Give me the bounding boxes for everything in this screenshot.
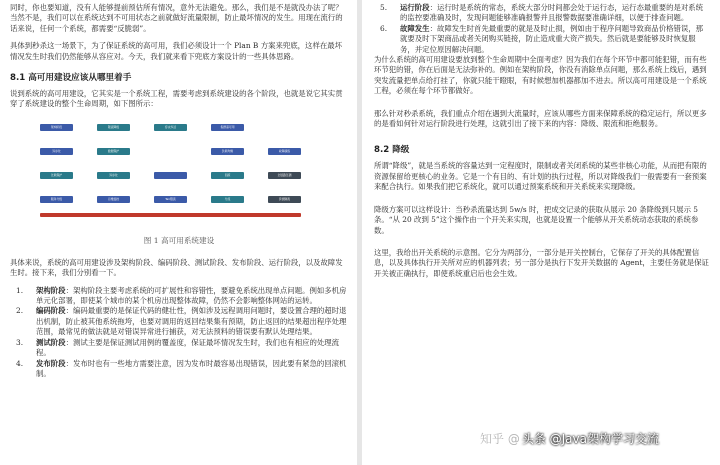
list-item: 5. 运行阶段：运行时是系统的常态，系统大部分时间都会处于运行态，运行态最重要的是对系统的监控要准确及时，发现问题能够准确报警并且报警数据要准确详细，以便于排查问题。 — [380, 3, 704, 23]
watermark-prefix: 知乎 @ — [480, 432, 520, 446]
why-paragraph: 为什么系统的高可用建设要放到整个生命周期中全面考虑？因为我们在每个环节中都可能犯错，而有些环节犯的错，你在后面是无法弥补的。例如在架构阶段，你没有消除单点问题，那么系统上线后，遇到突发流量把单点给打挂了，你就只能干瞪眼，有时候想加机器都加不进去。所以高可用建设是一个系统工程，必须在每个环节都做好。 — [374, 55, 707, 96]
diagram-node: 资源隔离 — [268, 196, 301, 203]
example-paragraph: 降级方案可以这样设计：当秒杀流量达到 5w/s 时，把成交记录的获取从展示 20 条降级到只展示 5 条。“从 20 改到 5”这个操作由一个开关来实现，也就是设置一个能够从开关系统动态获取的系统参数。 — [374, 204, 699, 235]
focus-paragraph: 那么针对秒杀系统，我们重点介绍在遇到大流量时，应该从哪些方面来保障系统的稳定运行，所以更多的是看如何针对运行阶段进行处理，这就引出了接下来的内容：降级、限流和拒绝服务。 — [374, 108, 707, 129]
switch-diagram-paragraph: 这里，我给出开关系统的示意图。它分为两部分，一部分是开关控制台，它保存了开关的具体配置信息，以及具体执行开关所对应的机器列表；另一部分是执行下发开关数据的 Agent，主要任务就是保证开关被正确执行，即使系统重启后也会生效。 — [374, 247, 709, 278]
diagram-node: 过载保护 — [40, 172, 73, 179]
diagram-node: 分流 — [211, 196, 244, 203]
list-item: 6. 故障发生：故障发生时首先最重要的就是及时止损，例如由于程序问题导致商品价格错误，那就要及时下架商品或者关闭购买链接，防止造成重大资产损失。然后就是要能够及时恢复服务，并定位原因解决问题。 — [380, 23, 704, 54]
document-page-right — [362, 0, 720, 465]
list-item: 4. 发布阶段：发布时也有一些地方需要注意，因为发布时最容易出现错误，因此要有紧急的回滚机制。 — [16, 358, 347, 378]
diagram-node: 故障演练 — [268, 148, 301, 155]
ha-system-diagram — [40, 120, 310, 220]
stage-list-left — [10, 286, 348, 380]
watermark — [480, 430, 659, 447]
diagram-node: 异步化 — [97, 172, 130, 179]
watermark-text: 头条 @Java架构学习交流 — [521, 432, 659, 446]
section-heading-8-2: 8.2 降级 — [374, 145, 410, 156]
degrade-paragraph: 所谓“降级”，就是当系统的容量达到一定程度时，限制或者关闭系统的某些非核心功能，从而把有限的资源保留给更核心的业务。它是一个有目的、有计划的执行过程，所以对降级我们一般需要有一套预案来配合执行。如果我们把它系统化，就可以通过预案系统和开关系统来实现降级。 — [374, 161, 707, 192]
section-intro-paragraph: 说到系统的高可用建设，它其实是一个系统工程，需要考虑到系统建设的各个阶段，也就是说它其实贯穿了系统建设的整个生命周期，如下图所示： — [10, 89, 343, 109]
diagram-node: 回滚 — [211, 172, 244, 179]
diagram-node: 服务分级 — [40, 196, 73, 203]
diagram-node: 限流降级 — [97, 124, 130, 131]
document-page-left — [0, 0, 357, 465]
diagram-node: 全链路压测 — [268, 172, 301, 179]
stages-intro-paragraph: 具体来说，系统的高可用建设涉及架构阶段、编码阶段、测试阶段、发布阶段、运行阶段，以及故障发生时。接下来，我们分别看一下。 — [10, 257, 343, 278]
stage-list-right — [374, 3, 710, 55]
diagram-node: 异步化 — [40, 148, 73, 155]
diagram-node: 负载均衡 — [211, 148, 244, 155]
diagram-node: 容灾多活 — [154, 124, 187, 131]
list-item: 3. 测试阶段：测试主要是保证测试用例的覆盖度，保证最坏情况发生时，我们也有相应的处理流程。 — [16, 337, 340, 358]
list-item: 1. 架构阶段：架构阶段主要考虑系统的可扩展性和容错性，要避免系统出现单点问题。例如多机房单元化部署，即使某个城市的某个机房出现整体故障，仍然不会影响整体网站的运转。 — [16, 285, 347, 306]
diagram-node — [154, 172, 187, 179]
diagram-node: 数据保护 — [97, 148, 130, 155]
diagram-node: 集群高可用 — [211, 124, 244, 131]
plan-paragraph: 具体到秒杀这一场景下，为了保证系统的高可用，我们必须设计一个 Plan B 方案来兜底，这样在最坏情况发生时我们仍然能够从容应对。今天，我们就来看下兜底方案设计的一些具体思路。 — [10, 41, 343, 61]
diagram-base-bar — [40, 213, 301, 217]
list-item: 2. 编码阶段：编码最重要的是保证代码的健壮性，例如涉及远程调用问题时，要设置合理的超时退出机制，防止被其他系统拖垮，也要对调用的返回结果集有预期，防止返回的结果超出程序处理范围，最常见的做法就是对错误异常进行捕获，对无法预料的错误要有默认处理结果。 — [16, 306, 347, 337]
figure-caption: 图 1 高可用系统建设 — [143, 235, 215, 245]
diagram-node: 架构阶段 — [40, 124, 73, 131]
diagram-node: 运维监控 — [97, 196, 130, 203]
intro-paragraph: 同时，你也要知道，没有人能够提前预估所有情况，意外无法避免。那么，我们是不是就没办法了呢？当然不是，我们可以在系统达到不可用状态之前就做好流量限制，防止最坏情况的发生。用现在流行的话来说，任何一个系统，都需要“反脆弱”。 — [10, 3, 343, 33]
section-heading-8-1: 8.1 高可用建设应该从哪里着手 — [10, 73, 132, 84]
diagram-node: Tair限流 — [154, 196, 187, 203]
